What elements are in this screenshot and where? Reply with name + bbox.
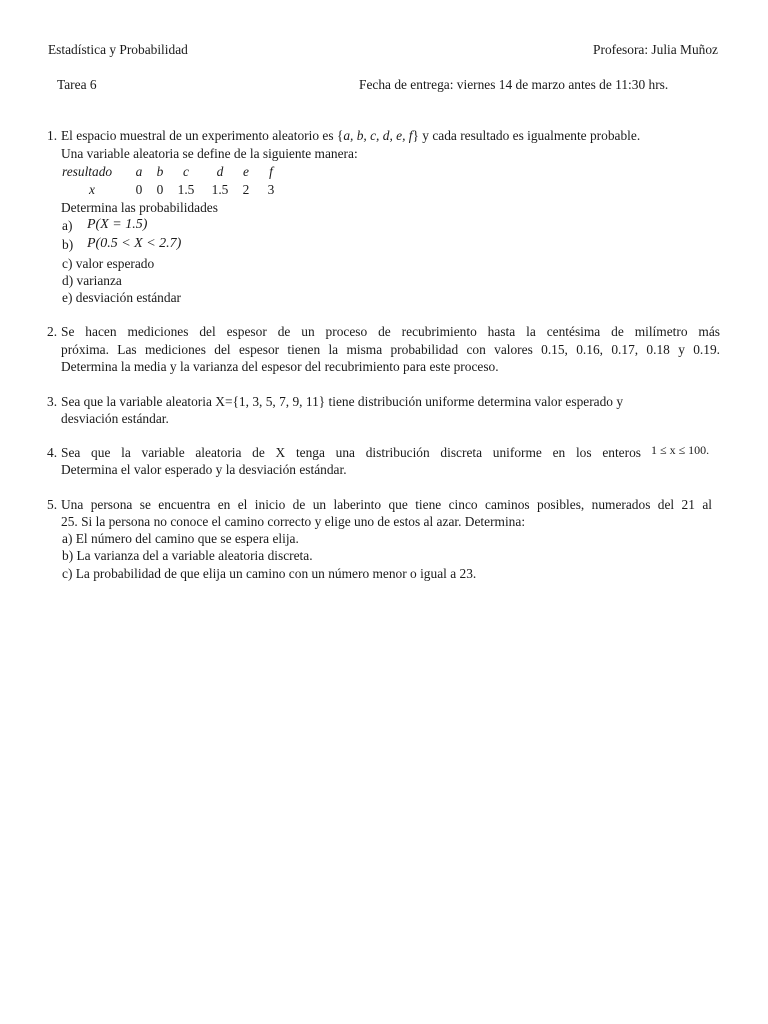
course-title: Estadística y Probabilidad: [48, 42, 188, 57]
table-header-cell: f: [269, 164, 273, 179]
question-number: 3.: [47, 394, 58, 409]
table-header-cell: a: [135, 164, 143, 179]
question-2-line-1: Se hacen mediciones del espesor de un proceso de recubrimiento hasta la centésima de milímetro más: [61, 324, 720, 339]
probability-expression-b: P(0.5 < X < 2.7): [87, 236, 182, 251]
table-value-cell: 1.5: [177, 182, 195, 197]
question-5-line-2: 25. Si la persona no conoce el camino correcto y elige uno de estos al azar. Determina:: [61, 514, 526, 529]
item-a: a) El número del camino que se espera elija.: [62, 531, 299, 546]
assignment-title: Tarea 6: [57, 77, 97, 92]
item-c: c) valor esperado: [62, 256, 155, 271]
question-5-line-1: Una persona se encuentra en el inicio de un laberinto que tiene cinco caminos posibles, numerados del 21 al: [61, 497, 712, 512]
question-2-line-2: próxima. Las mediciones del espesor tienen la misma probabilidad con valores 0.15, 0.16, 0.17, 0.18 y 0.19.: [61, 342, 720, 357]
teacher-name: Profesora: Julia Muñoz: [593, 42, 718, 57]
table-header-cell: d: [216, 164, 224, 179]
probability-expression-a: P(X = 1.5): [87, 217, 148, 232]
question-1-prompt: Determina las probabilidades: [61, 200, 218, 215]
question-1-line-1: El espacio muestral de un experimento aleatorio es {a, b, c, d, e, f} y cada resultado es igualmente probable.: [61, 128, 641, 143]
due-date: Fecha de entrega: viernes 14 de marzo antes de 11:30 hrs.: [359, 77, 669, 92]
question-number: 1.: [47, 128, 58, 143]
integer-range-expression: 1 ≤ x ≤ 100.: [651, 443, 710, 457]
question-number: 4.: [47, 445, 58, 460]
item-e: e) desviación estándar: [62, 290, 181, 305]
table-header-cell: b: [156, 164, 164, 179]
table-value-cell: 1.5: [211, 182, 229, 197]
question-2-line-3: Determina la media y la varianza del espesor del recubrimiento para este proceso.: [61, 359, 499, 374]
item-c: c) La probabilidad de que elija un camino con un número menor o igual a 23.: [62, 566, 477, 581]
item-label-a: a): [62, 218, 73, 233]
table-value-cell: 3: [267, 182, 275, 197]
table-value-cell: 0: [135, 182, 143, 197]
table-row-label: x: [89, 182, 95, 197]
question-4-line-1: Sea que la variable aleatoria de X tenga una distribución discreta uniforme en los enteros: [61, 445, 641, 460]
item-d: d) varianza: [62, 273, 122, 288]
question-number: 5.: [47, 497, 58, 512]
question-3-line-1: Sea que la variable aleatoria X={1, 3, 5, 7, 9, 11} tiene distribución uniforme determina valor esperado y: [61, 394, 624, 409]
question-number: 2.: [47, 324, 58, 339]
question-4-line-2: Determina el valor esperado y la desviación estándar.: [61, 462, 347, 477]
table-value-cell: 0: [156, 182, 164, 197]
item-b: b) La varianza del a variable aleatoria discreta.: [62, 548, 313, 563]
question-3-line-2: desviación estándar.: [61, 411, 169, 426]
table-value-cell: 2: [242, 182, 250, 197]
table-header-cell: c: [183, 164, 189, 179]
table-header-label: resultado: [62, 164, 113, 179]
table-header-cell: e: [243, 164, 249, 179]
question-1-line-2: Una variable aleatoria se define de la siguiente manera:: [61, 146, 358, 161]
item-label-b: b): [62, 237, 74, 252]
